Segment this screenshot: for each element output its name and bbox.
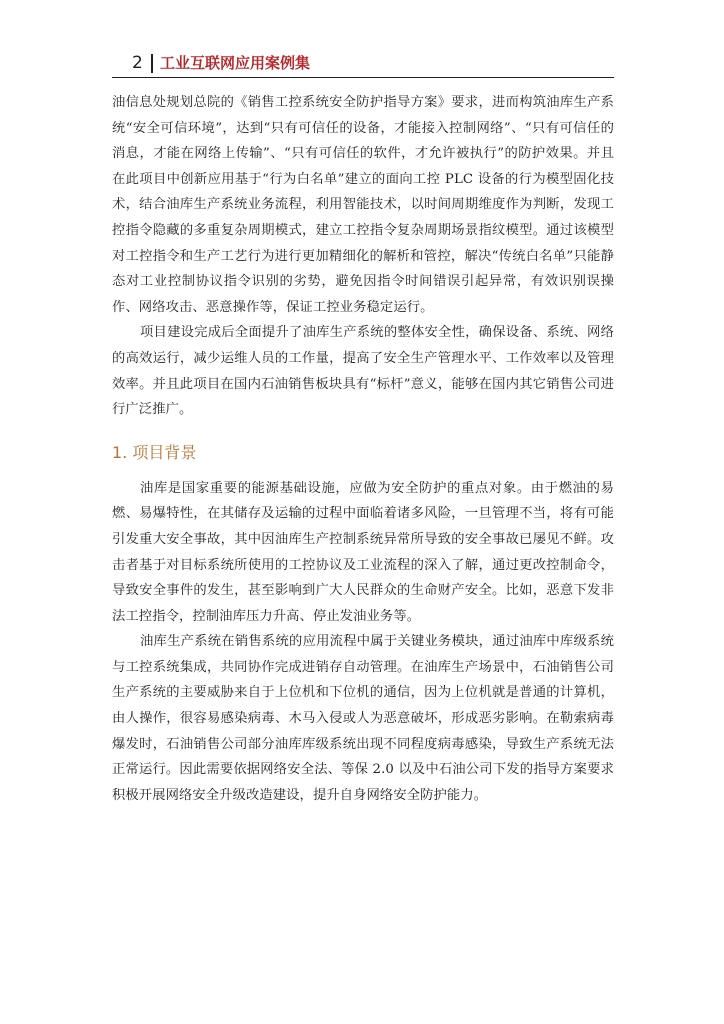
paragraph: 项目建设完成后全面提升了油库生产系统的整体安全性，确保设备、系统、网络的高效运行，减少运维人员的工作量，提高了安全生产管理水平、工作效率以及管理效率。并且此项目在国内石油销售板块具有“标杆”意义，能够在国内其它销售公司进行广泛推广。 [112,325,614,418]
section-heading: 1. 项目背景 [112,442,197,462]
paragraph: 油库生产系统在销售系统的应用流程中属于关键业务模块，通过油库中库级系统与工控系统集成，共同协作完成进销存自动管理。在油库生产场景中，石油销售公司生产系统的主要威胁来自于上位机和下位机的通信，因为上位机就是普通的计算机，由人操作，很容易感染病毒、木马入侵或人为恶意破坏，形成恶劣影响。在勒索病毒爆发时，石油销售公司部分油库库级系统出现不同程度病毒感染，导致生产系统无法正常运行。因此需要依据网络安全法、等保 2.0 以及中石油公司下发的指导方案要求积极开展网络安全升级改造建设，提升自身网络安全防护能力。 [112,634,614,803]
body-text [112,90,614,808]
page-header [112,50,614,78]
paragraph: 油库是国家重要的能源基础设施，应做为安全防护的重点对象。由于燃油的易燃、易爆特性，在其储存及运输的过程中面临着诸多风险，一旦管理不当，将有可能引发重大安全事故，其中因油库生产控制系统异常所导致的安全事故已屡见不鲜。攻击者基于对目标系统所使用的工控协议及工业流程的深入了解，通过更改控制命令，导致安全事件的发生，甚至影响到广大人民群众的生命财产安全。比如，恶意下发非法工控指令，控制油库压力升高、停止发油业务等。 [112,480,614,624]
header-rule [112,77,614,78]
book-title: 工业互联网应用案例集 [160,54,311,72]
page-number: 2 [132,53,143,73]
paragraph-continued: 油信息处规划总院的《销售工控系统安全防护指导方案》要求，进而构筑油库生产系统“安全可信环境”，达到“只有可信任的设备，才能接入控制网络”、“只有可信任的消息，才能在网络上传输”、“只有可信任的软件，才允许被执行”的防护效果。并且在此项目中创新应用基于“行为白名单”建立的面向工控 PLC 设备的行为模型固化技术，结合油库生产系统业务流程，利用智能技术，以时间周期维度作为判断，发现工控指令隐藏的多重复杂周期模式，建立工控指令复杂周期场景指纹模型。通过该模型对工控指令和生产工艺行为进行更加精细化的解析和管控，解决“传统白名单”只能静态对工业控制协议指令识别的劣势，避免因指令时间错误引起异常，有效识别误操作、网络攻击、恶意操作等，保证工控业务稳定运行。 [112,95,614,315]
header-separator [151,54,153,73]
